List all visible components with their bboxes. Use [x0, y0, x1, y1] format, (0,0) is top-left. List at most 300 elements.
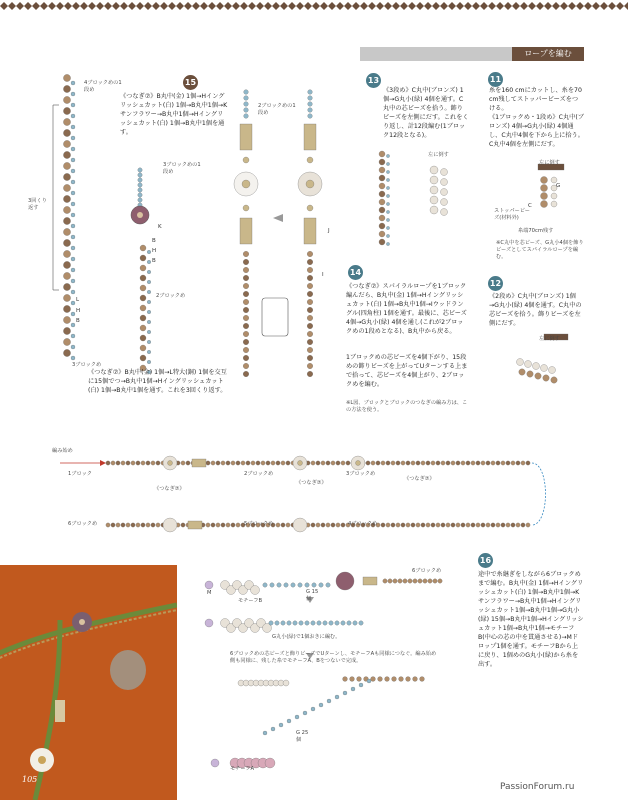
rope-bead: [106, 461, 110, 465]
rope-bead: [491, 461, 495, 465]
rope-bead: [357, 677, 362, 682]
rope-bead: [481, 523, 485, 527]
rope-bead: [506, 461, 510, 465]
spiral-bead: [307, 291, 313, 297]
rope-bead: [276, 461, 280, 465]
rope-bead: [266, 461, 270, 465]
step16-label-motif-b: モチーフB: [238, 598, 263, 604]
step12-left-arrow: 左に倒す: [539, 336, 560, 342]
spiral-bead: [379, 191, 385, 197]
rope-bead: [151, 461, 155, 465]
seed-bead: [71, 158, 75, 162]
rope-bead: [281, 523, 285, 527]
step14-note: ※L図、ブロックとブロックのつなぎの編み方は、この方法を使う。: [346, 400, 468, 413]
spiral-bead: [307, 267, 313, 273]
rope-bead: [516, 523, 520, 527]
rope-bead: [386, 461, 390, 465]
step14-text-b: 1ブロックめの芯ビーズを4個下がり、15段めの飾りビーズを上がってUターンする上まで拾って、芯ビーズを4個上がり、2ブロックめを編む。: [346, 354, 468, 388]
spiral-bead: [63, 261, 70, 268]
rope-bead: [343, 677, 348, 682]
rope-bead: [261, 461, 265, 465]
seed-bead: [147, 290, 151, 294]
seed-bead: [71, 334, 75, 338]
core-bead: [441, 189, 448, 196]
rope-bead: [506, 523, 510, 527]
spiral-bead: [63, 217, 70, 224]
seed-bead: [263, 731, 267, 735]
rope-bead: [456, 461, 460, 465]
rope-bead: [446, 523, 450, 527]
step11-note: ※C丸中を芯ビーズ、G丸小4個を飾りビーズとしてスパイラルロープを編む。: [496, 240, 584, 260]
spiral-bead: [307, 299, 313, 305]
step16-diagram: [195, 563, 460, 778]
rope-bead: [350, 677, 355, 682]
seed-bead: [311, 621, 315, 625]
step16-label-g-green: G丸小(緑)で1個おきに編む。: [272, 634, 341, 640]
seed-bead: [386, 226, 389, 229]
spiral-bead: [307, 251, 313, 257]
sunflower-bead: [336, 572, 354, 590]
spiral-bead: [307, 323, 313, 329]
seed-bead: [308, 114, 313, 119]
rope-bead: [341, 461, 345, 465]
seed-bead: [335, 695, 339, 699]
rope-bead: [421, 523, 425, 527]
step15-label-4block: 4ブロックめの1段め: [84, 80, 122, 93]
seed-bead: [147, 350, 151, 354]
spiral-bead: [379, 215, 385, 221]
rope-bead: [126, 523, 130, 527]
center-letter-j: J: [328, 228, 330, 234]
seed-bead: [386, 242, 389, 245]
rope-bead: [391, 461, 395, 465]
step15-text: 《つなぎ⑦》B丸中(金) 1個→Hイングリッシュカット(白) 1個→B丸中1個→Kサンフラワー→B丸中1個→Hイングリッシュカット(白) 1個→B丸中1個を通す。: [120, 93, 228, 136]
spiral-bead: [140, 355, 146, 361]
step15-letter-b3: B: [76, 318, 80, 324]
core-bead: [441, 209, 448, 216]
rope-bead: [476, 461, 480, 465]
rope-bead: [311, 523, 315, 527]
step12-text: 《2段め》C丸中(ブロンズ) 1個→G丸小(緑) 4個を通す。C丸中の芯ビーズを拾う。飾りビーズを左側にだす。: [489, 293, 582, 327]
rope-bead: [386, 523, 390, 527]
rope-bead: [321, 523, 325, 527]
rope-bead: [146, 461, 150, 465]
spiral-bead: [243, 323, 249, 329]
spiral-bead: [307, 371, 313, 377]
spiral-bead: [243, 251, 249, 257]
seed-bead: [386, 194, 389, 197]
connector-flower: [293, 518, 307, 532]
step-11-badge: 11: [488, 72, 503, 87]
motif-bead: [283, 680, 289, 686]
spiral-bead: [307, 315, 313, 321]
seed-bead: [147, 280, 151, 284]
rope-bead: [381, 461, 385, 465]
seed-bead: [386, 178, 389, 181]
core-bead: [430, 176, 438, 184]
seed-bead: [147, 260, 151, 264]
core-bead: [519, 369, 525, 375]
spiral-bead: [243, 259, 249, 265]
seed-bead: [71, 345, 75, 349]
spiral-bead: [379, 175, 385, 181]
rope-bead: [366, 461, 370, 465]
rope-bead: [131, 461, 135, 465]
rope-bead: [501, 461, 505, 465]
seed-bead: [284, 583, 288, 587]
rope-bead: [236, 523, 240, 527]
rope-bead: [471, 523, 475, 527]
seed-bead: [311, 707, 315, 711]
rope-bottom-label-1: 6ブロックめ: [68, 521, 98, 527]
round-bead: [307, 157, 313, 163]
seed-bead: [359, 621, 363, 625]
seed-bead: [343, 691, 347, 695]
spiral-bead: [63, 107, 70, 114]
seed-bead: [147, 300, 151, 304]
rope-bead: [326, 461, 330, 465]
seed-bead: [287, 621, 291, 625]
spiral-bead: [379, 183, 385, 189]
spiral-bead: [140, 345, 146, 351]
seed-bead: [386, 234, 389, 237]
spiral-bead: [140, 255, 146, 261]
core-bead: [430, 196, 438, 204]
step15-text-b: 《つなぎ⑦》B丸中(金) 1個→L特大(銅) 1個を交互に15個でつ→B丸中1個→Hイングリッシュカット(白) 1個→B丸中1個を通す。これを3回くり返す。: [88, 369, 227, 394]
seed-bead: [287, 719, 291, 723]
seed-bead: [303, 711, 307, 715]
core-bead: [430, 186, 438, 194]
rope-bead: [381, 523, 385, 527]
rope-bead: [408, 579, 412, 583]
rope-bead: [256, 461, 260, 465]
step15-letter-b2: B: [152, 258, 156, 264]
spiral-bead: [307, 259, 313, 265]
spiral-bead: [140, 275, 146, 281]
rope-bead: [181, 461, 185, 465]
seed-bead: [295, 715, 299, 719]
rope-bead: [136, 523, 140, 527]
rope-bead: [466, 523, 470, 527]
spiral-bead: [63, 129, 70, 136]
step11-thread-left: 糸端70cm残す: [518, 228, 554, 234]
rope-bead: [392, 677, 397, 682]
round-bead: [243, 205, 249, 211]
seed-bead: [359, 683, 363, 687]
rope-bead: [276, 523, 280, 527]
spiral-bead: [379, 231, 385, 237]
center-letter-i: I: [322, 272, 324, 278]
seed-bead: [71, 136, 75, 140]
spiral-bead: [307, 283, 313, 289]
rope-bead: [526, 523, 530, 527]
rope-bead: [418, 579, 422, 583]
rope-bead: [126, 461, 130, 465]
rope-bead: [336, 461, 340, 465]
rope-bead: [311, 461, 315, 465]
step11-text-b: 《1ブロックめ・1段め》C丸中(ブロンズ) 4個→G丸小(緑) 4個通し、C丸中4個を下から上に拾う。C丸中4個を左側にだす。: [489, 114, 584, 148]
seed-bead: [138, 183, 142, 187]
rope-bead: [501, 523, 505, 527]
spiral-bead: [63, 85, 70, 92]
tube-bead: [304, 124, 316, 150]
seed-bead: [323, 621, 327, 625]
seed-bead: [317, 621, 321, 625]
spiral-bead: [63, 195, 70, 202]
seed-bead: [386, 202, 389, 205]
step11-diagram: [500, 158, 580, 238]
seed-bead: [351, 687, 355, 691]
spiral-bead: [140, 265, 146, 271]
step13-diagram: [372, 150, 462, 250]
rope-bead: [393, 579, 397, 583]
spiral-bead: [243, 371, 249, 377]
rope-bead: [246, 461, 250, 465]
seed-bead: [71, 180, 75, 184]
seed-bead: [138, 193, 142, 197]
motif-bead: [265, 758, 275, 768]
rope-bead: [226, 461, 230, 465]
seed-bead: [71, 81, 75, 85]
rope-bead: [413, 579, 417, 583]
spiral-bead: [63, 272, 70, 279]
rope-bead: [231, 523, 235, 527]
step14-text: 《つなぎ⑦》スパイラルロープを1ブロック編んだら、B丸中(金) 1個→Hイングリッシュカット(白) 1個→B丸中1個→Iウッドラングル(四角柱) 1個を通す。最後に、芯ビーズ4個→G丸小(緑) 4個を通し(これが2ブロックめの1段めとなる)、B丸中から戻る。: [346, 283, 467, 335]
core-bead: [541, 201, 548, 208]
step15-label-3block-b: 3ブロックめ: [72, 362, 102, 368]
seed-bead: [335, 621, 339, 625]
rope-bead: [121, 523, 125, 527]
rope-bead: [481, 461, 485, 465]
seed-bead: [71, 279, 75, 283]
rope-bead: [236, 461, 240, 465]
seed-bead: [138, 168, 142, 172]
step-13-badge: 13: [366, 73, 381, 88]
spiral-bead: [140, 295, 146, 301]
seed-bead: [147, 340, 151, 344]
spiral-bead: [243, 267, 249, 273]
seed-bead: [263, 583, 267, 587]
core-bead: [535, 373, 541, 379]
step-12-badge: 12: [488, 276, 503, 291]
spiral-bead: [63, 162, 70, 169]
spiral-bead: [243, 299, 249, 305]
rope-top-label-2: 《つなぎ⑦》: [154, 486, 185, 492]
spiral-bead: [243, 339, 249, 345]
tube-bead: [192, 459, 206, 467]
seed-bead: [386, 170, 389, 173]
rope-bead: [441, 523, 445, 527]
seed-bead: [386, 210, 389, 213]
rope-bead: [511, 523, 515, 527]
core-bead: [541, 177, 548, 184]
seed-bead: [347, 621, 351, 625]
seed-bead: [549, 367, 556, 374]
spiral-bead: [243, 307, 249, 313]
rope-bead: [436, 523, 440, 527]
seed-bead: [308, 90, 313, 95]
rope-bead: [461, 523, 465, 527]
rope-bead: [486, 461, 490, 465]
seed-bead: [147, 310, 151, 314]
step11-text: 糸を160 cmにカットし、糸を70 cm残してストッパービーズをつける。: [489, 87, 582, 112]
rope-bottom-label-2: 5ブロックめ: [244, 521, 274, 527]
rope-bead: [383, 579, 387, 583]
rope-bead: [216, 523, 220, 527]
rope-bead: [336, 523, 340, 527]
rope-bead: [151, 523, 155, 527]
rope-bead: [371, 461, 375, 465]
seed-bead: [71, 103, 75, 107]
seed-bead: [326, 583, 330, 587]
spiral-bead: [243, 331, 249, 337]
seed-bead: [329, 621, 333, 625]
flower-center: [356, 461, 361, 466]
rope-bead: [516, 461, 520, 465]
step11-stopper: ストッパービーズ(材料外): [494, 208, 530, 221]
rope-bead: [371, 677, 376, 682]
rope-bead: [146, 523, 150, 527]
rope-bead: [111, 461, 115, 465]
rope-top-label-3: 2ブロックめ: [244, 471, 274, 477]
rope-bead: [456, 523, 460, 527]
spiral-bead: [307, 339, 313, 345]
seed-bead: [353, 621, 357, 625]
seed-bead: [147, 250, 151, 254]
step15-letter-h1: H: [152, 248, 157, 254]
seed-bead: [341, 621, 345, 625]
seed-bead: [319, 703, 323, 707]
tube-bead: [363, 577, 377, 585]
rope-bead: [423, 579, 427, 583]
core-bead: [541, 185, 548, 192]
seed-bead: [551, 193, 557, 199]
seed-bead: [312, 583, 316, 587]
product-photo: [0, 565, 177, 800]
rope-bead: [431, 523, 435, 527]
round-bead: [307, 205, 313, 211]
spiral-bead: [307, 275, 313, 281]
spiral-bead: [243, 355, 249, 361]
spiral-bead: [63, 283, 70, 290]
seed-bead: [244, 114, 249, 119]
seed-bead: [71, 169, 75, 173]
rope-bead: [461, 461, 465, 465]
step16-label-g25: G 25個: [296, 730, 309, 743]
rope-bottom-label-3: 4ブロックめ: [348, 521, 378, 527]
seed-bead: [138, 173, 142, 177]
top-border-pattern: [0, 0, 628, 18]
rope-bead: [388, 579, 392, 583]
spiral-bead: [63, 228, 70, 235]
rope-bead: [385, 677, 390, 682]
spiral-bead: [63, 305, 70, 312]
seed-bead: [138, 178, 142, 182]
seed-bead: [147, 270, 151, 274]
rope-bead: [526, 461, 530, 465]
seed-bead: [525, 361, 532, 368]
step16-label-m: M: [207, 590, 212, 596]
rope-bead: [496, 523, 500, 527]
step15-letter-h2: H: [76, 308, 81, 314]
necklace-image: [0, 565, 177, 800]
rope-bead: [281, 461, 285, 465]
seed-bead: [147, 360, 151, 364]
core-bead: [541, 193, 548, 200]
rope-bead: [231, 461, 235, 465]
seed-bead: [551, 201, 557, 207]
rope-bead: [466, 461, 470, 465]
step-14-badge: 14: [348, 265, 363, 280]
seed-bead: [271, 727, 275, 731]
spiral-bead: [63, 151, 70, 158]
seed-bead: [71, 224, 75, 228]
step-15-badge: 15: [183, 75, 198, 90]
flower-center: [168, 461, 173, 466]
seed-bead: [71, 268, 75, 272]
seed-bead: [71, 312, 75, 316]
rope-bead: [401, 523, 405, 527]
rope-bead: [511, 461, 515, 465]
rope-bead: [411, 523, 415, 527]
rope-bead: [326, 523, 330, 527]
seed-bead: [386, 218, 389, 221]
drop-bead: [205, 619, 213, 627]
rope-bead: [181, 523, 185, 527]
rope-bead: [121, 461, 125, 465]
rope-bead: [378, 677, 383, 682]
tube-bead: [240, 124, 252, 150]
spiral-bead: [140, 285, 146, 291]
step16-mid-text: 6ブロックめの芯ビーズと飾りビーズでUターンし、モチーフAも同様につなぐ。編み始め側も同様に、残した糸でモチーフA、Bをつないで完成。: [230, 651, 437, 664]
rope-start-label: 編み始め: [52, 448, 73, 454]
rope-bead: [420, 677, 425, 682]
rope-bead: [436, 461, 440, 465]
rope-top-label-1: 1ブロック: [68, 471, 92, 477]
spiral-bead: [307, 363, 313, 369]
seed-bead: [71, 290, 75, 294]
seed-bead: [299, 621, 303, 625]
seed-bead: [244, 96, 249, 101]
rope-bead: [486, 523, 490, 527]
spiral-bead: [243, 283, 249, 289]
seed-bead: [71, 301, 75, 305]
seed-bead: [533, 363, 540, 370]
seed-bead: [308, 102, 313, 107]
spiral-bead: [379, 159, 385, 165]
rope-bead: [403, 579, 407, 583]
spiral-bead: [63, 349, 70, 356]
rope-bead: [451, 523, 455, 527]
rope-bead: [416, 461, 420, 465]
seed-bead: [327, 699, 331, 703]
spiral-bead: [243, 347, 249, 353]
rope-bead: [438, 579, 442, 583]
rope-bead: [211, 523, 215, 527]
step16-label-motif-a: モチーフA: [230, 766, 255, 772]
step11-letter-g: G: [556, 183, 561, 189]
rope-bead: [316, 523, 320, 527]
core-bead: [430, 206, 438, 214]
rope-bead: [446, 461, 450, 465]
watermark: PassionForum.ru: [500, 782, 575, 792]
spiral-bead: [243, 315, 249, 321]
core-bead: [551, 377, 557, 383]
seed-bead: [291, 583, 295, 587]
core-bead: [441, 179, 448, 186]
step16-label-block6: 6ブロックめ: [412, 568, 442, 574]
rope-bead: [521, 461, 525, 465]
